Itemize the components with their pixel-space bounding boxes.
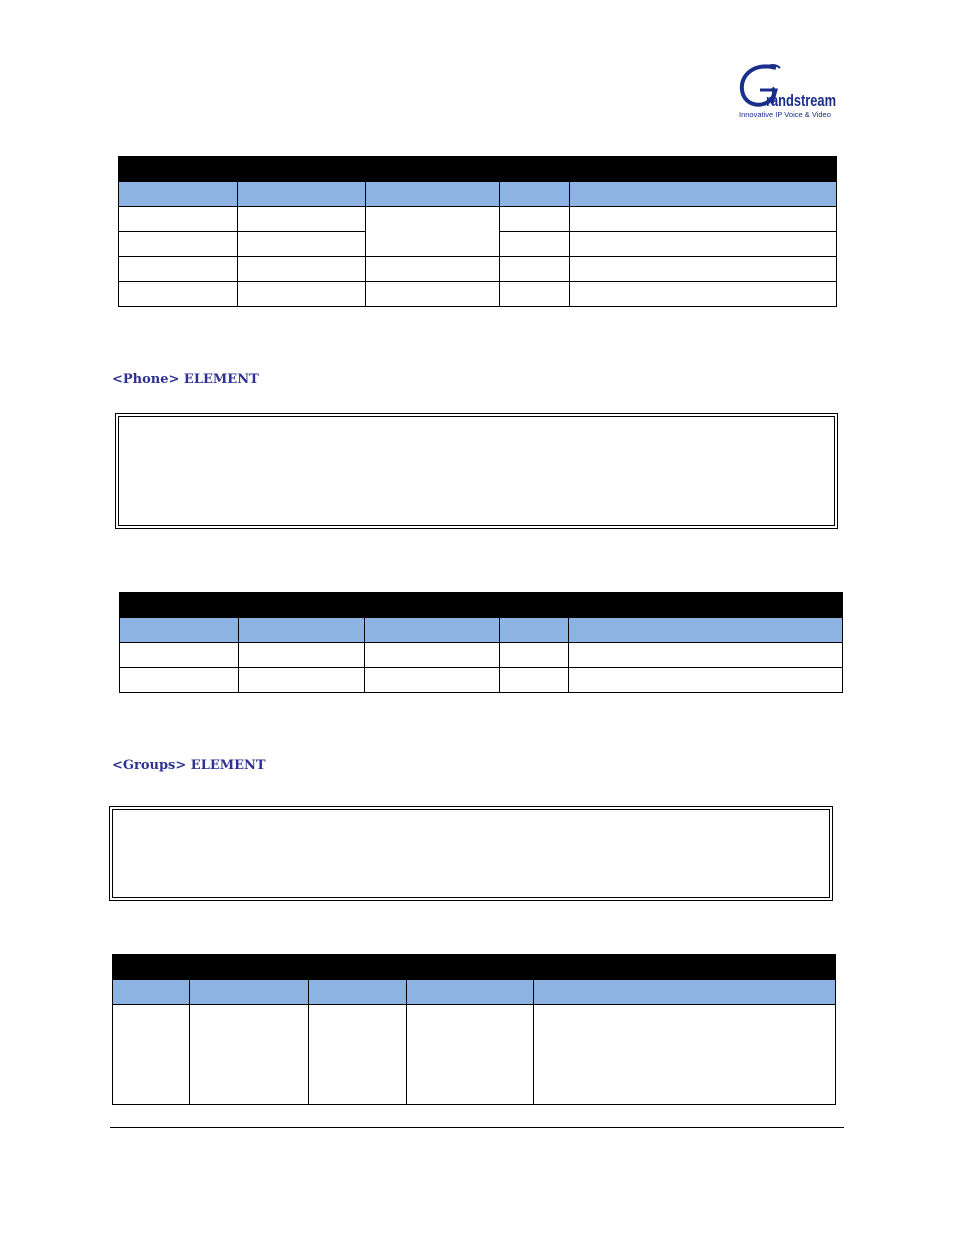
footer-divider — [110, 1127, 844, 1128]
code-box — [109, 806, 833, 901]
table-row — [119, 257, 837, 282]
groups-element-heading: <Groups> ELEMENT — [112, 758, 266, 773]
table-header-row — [120, 593, 843, 618]
table-subheader-row — [113, 980, 836, 1005]
table-header-row — [113, 955, 836, 980]
table-row — [119, 207, 837, 232]
table-3 — [112, 954, 836, 1105]
table-subheader-row — [119, 182, 837, 207]
table-row — [120, 668, 843, 693]
table-2 — [119, 592, 843, 693]
table-1 — [118, 156, 837, 307]
table-row — [113, 1005, 836, 1105]
svg-text:randstream: randstream — [766, 91, 836, 110]
table-row — [119, 282, 837, 307]
table-subheader-row — [120, 618, 843, 643]
code-box — [115, 413, 838, 529]
logo-tagline: Innovative IP Voice & Video — [739, 110, 831, 119]
table-row — [120, 643, 843, 668]
phone-element-heading: <Phone> ELEMENT — [112, 372, 259, 387]
table-header-row — [119, 157, 837, 182]
